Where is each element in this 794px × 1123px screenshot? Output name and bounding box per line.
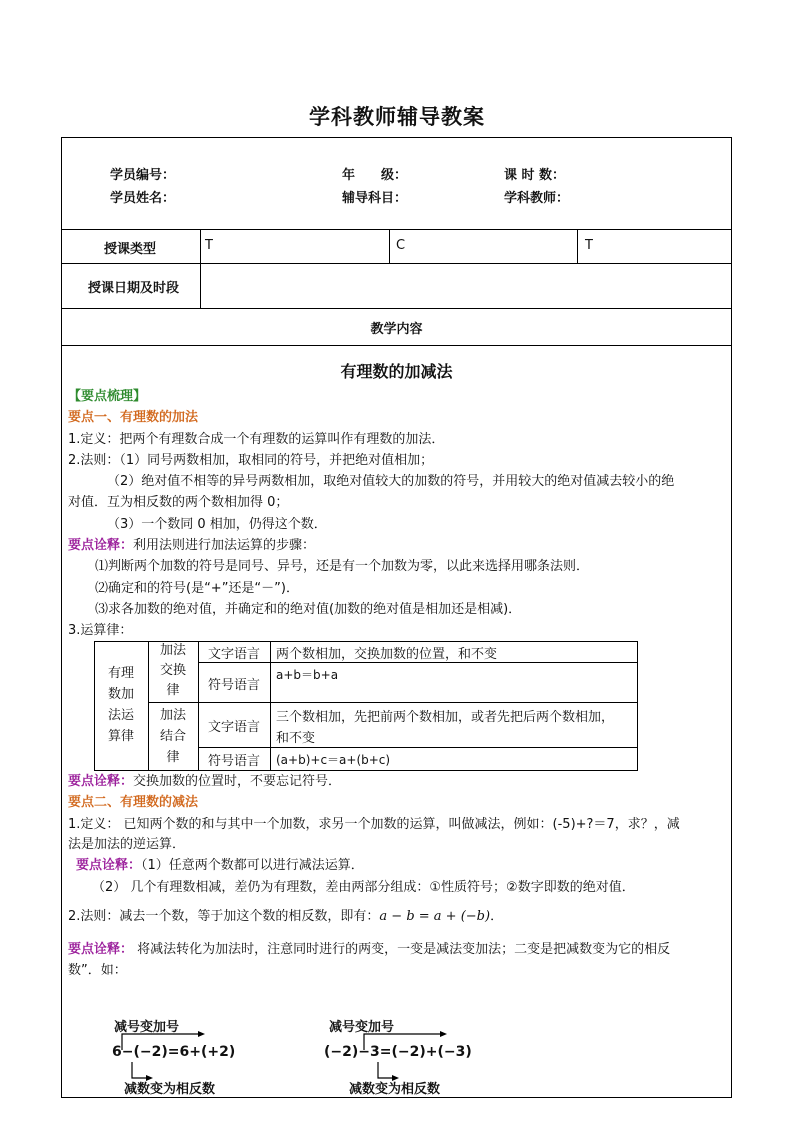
divider [200,229,201,308]
section-title: 有理数的加减法 [340,362,453,381]
addition-definition: 1.定义：把两个有理数合成一个有理数的运算叫作有理数的加法． [68,432,445,447]
note1 [68,536,315,556]
addition-rule-3: （3）一个数同 0 相加，仍得这个数． [107,517,327,532]
note-text: 交换加数的位置时，不要忘记符号． [133,774,342,789]
commutative-text: 两个数相加，交换加数的位置，和不变 [276,647,498,662]
teacher-label: 学科教师： [504,191,570,206]
subtraction-definition-line1: 1.定义： 已知两个数的和与其中一个加数，求另一个加数的运算，叫做减法，例如：(-5)+?＝7，求？，减 [68,817,680,832]
rule-formula: a − b = a + (−b) [379,909,491,924]
divider [62,308,731,309]
addition-rule-2-line2: 对值．互为相反数的两个数相加得 0； [68,495,289,510]
note4 [68,940,670,960]
laws-label: 3.运算律： [68,623,133,638]
commutative-symbol: a+b＝b+a [276,668,339,682]
lesson-type-col3: T [585,238,593,253]
symbol-lang-label: 符号语言 [207,678,260,693]
addition-rule-1: 2.法则：（1）同号两数相加，取相同的符号，并把绝对值相加； [68,453,434,468]
note2 [68,772,341,792]
hours-label: 课 时 数： [504,168,566,183]
document-title: 学科教师辅导教案 [309,104,485,129]
lesson-plan-table [61,137,732,1098]
note-label: 要点诠释： [68,942,134,957]
example1-arrows [102,1028,222,1084]
note-text: 利用法则进行加法运算的步骤： [133,538,316,553]
rule-suffix: ． [490,909,504,924]
associative-text-line1: 三个数相加，先把前两个数相加，或者先把后两个数相加， [276,710,615,725]
example2-expression: (−2)−3=(−2)+(−3) [324,1044,472,1060]
student-id-label: 学员编号： [110,168,176,183]
law-table-main-label: 有理 数加 法运 算律 [107,666,134,744]
divider [62,229,731,230]
commutative-label: 加法 交换 律 [159,643,186,698]
divider [389,229,390,263]
note3 [76,856,364,876]
example1-bottom-label: 减数变为相反数 [124,1082,216,1097]
example2-arrows [324,1028,464,1084]
point1-heading: 要点一、有理数的加法 [68,410,199,425]
note-label: 要点诠释： [68,774,134,789]
note-label: 要点诠释： [68,538,134,553]
student-name-label: 学员姓名： [110,191,176,206]
step-1: ⑴判断两个加数的符号是同号、异号，还是有一个加数为零，以此来选择用哪条法则． [95,559,590,574]
text-lang-label: 文字语言 [207,647,260,662]
example1-top-label: 减号变加号 [114,1020,180,1035]
step-2: ⑵确定和的符号(是“+”还是“－”)． [95,581,299,596]
example2-top-label: 减号变加号 [329,1020,395,1035]
rule-text: 2.法则：减去一个数，等于加这个数的相反数，即有： [68,909,380,924]
teaching-content-label: 教学内容 [370,322,423,337]
subject-label: 辅导科目： [342,191,408,206]
text-lang-label: 文字语言 [207,720,260,735]
divider [62,263,731,264]
note-text: 将减法转化为加法时，注意同时进行的两变，一变是减法变加法；二变是把减数变为它的相反 [133,942,671,957]
summary-heading: 【要点梳理】 [68,389,147,404]
operation-law-table [94,641,638,771]
lesson-type-label: 授课类型 [104,242,157,257]
divider [577,229,578,263]
associative-text-line2: 和不变 [276,731,316,746]
divider [62,345,731,346]
lesson-type-col1: T [205,238,213,253]
lesson-type-col2: C [396,238,406,253]
step-3: ⑶求各加数的绝对值，并确定和的绝对值(加数的绝对值是相加还是相减)． [95,602,522,617]
note3-item2: （2） 几个有理数相减，差仍为有理数，差由两部分组成：①性质符号；②数字即数的绝对值． [92,880,635,895]
lesson-date-label: 授课日期及时段 [88,281,180,296]
note4-line2: 数”．如： [68,963,127,978]
associative-label: 加法 结合 律 [159,708,186,765]
subtraction-definition-line2: 法是加法的逆运算． [68,837,186,852]
note-text: （1）任意两个数都可以进行减法运算． [141,858,364,873]
example2-bottom-label: 减数变为相反数 [349,1082,441,1097]
addition-rule-2-line1: （2）绝对值不相等的异号两数相加，取绝对值较大的加数的符号，并用较大的绝对值减去较小的绝 [107,474,675,489]
subtraction-rule [68,907,503,927]
grade-label: 年 级： [342,168,408,183]
point2-heading: 要点二、有理数的减法 [68,795,199,810]
example1-expression: 6−(−2)=6+(+2) [112,1044,236,1060]
note-label: 要点诠释： [76,858,142,873]
symbol-lang-label: 符号语言 [207,754,260,769]
associative-symbol: (a+b)+c＝a+(b+c) [276,753,391,767]
